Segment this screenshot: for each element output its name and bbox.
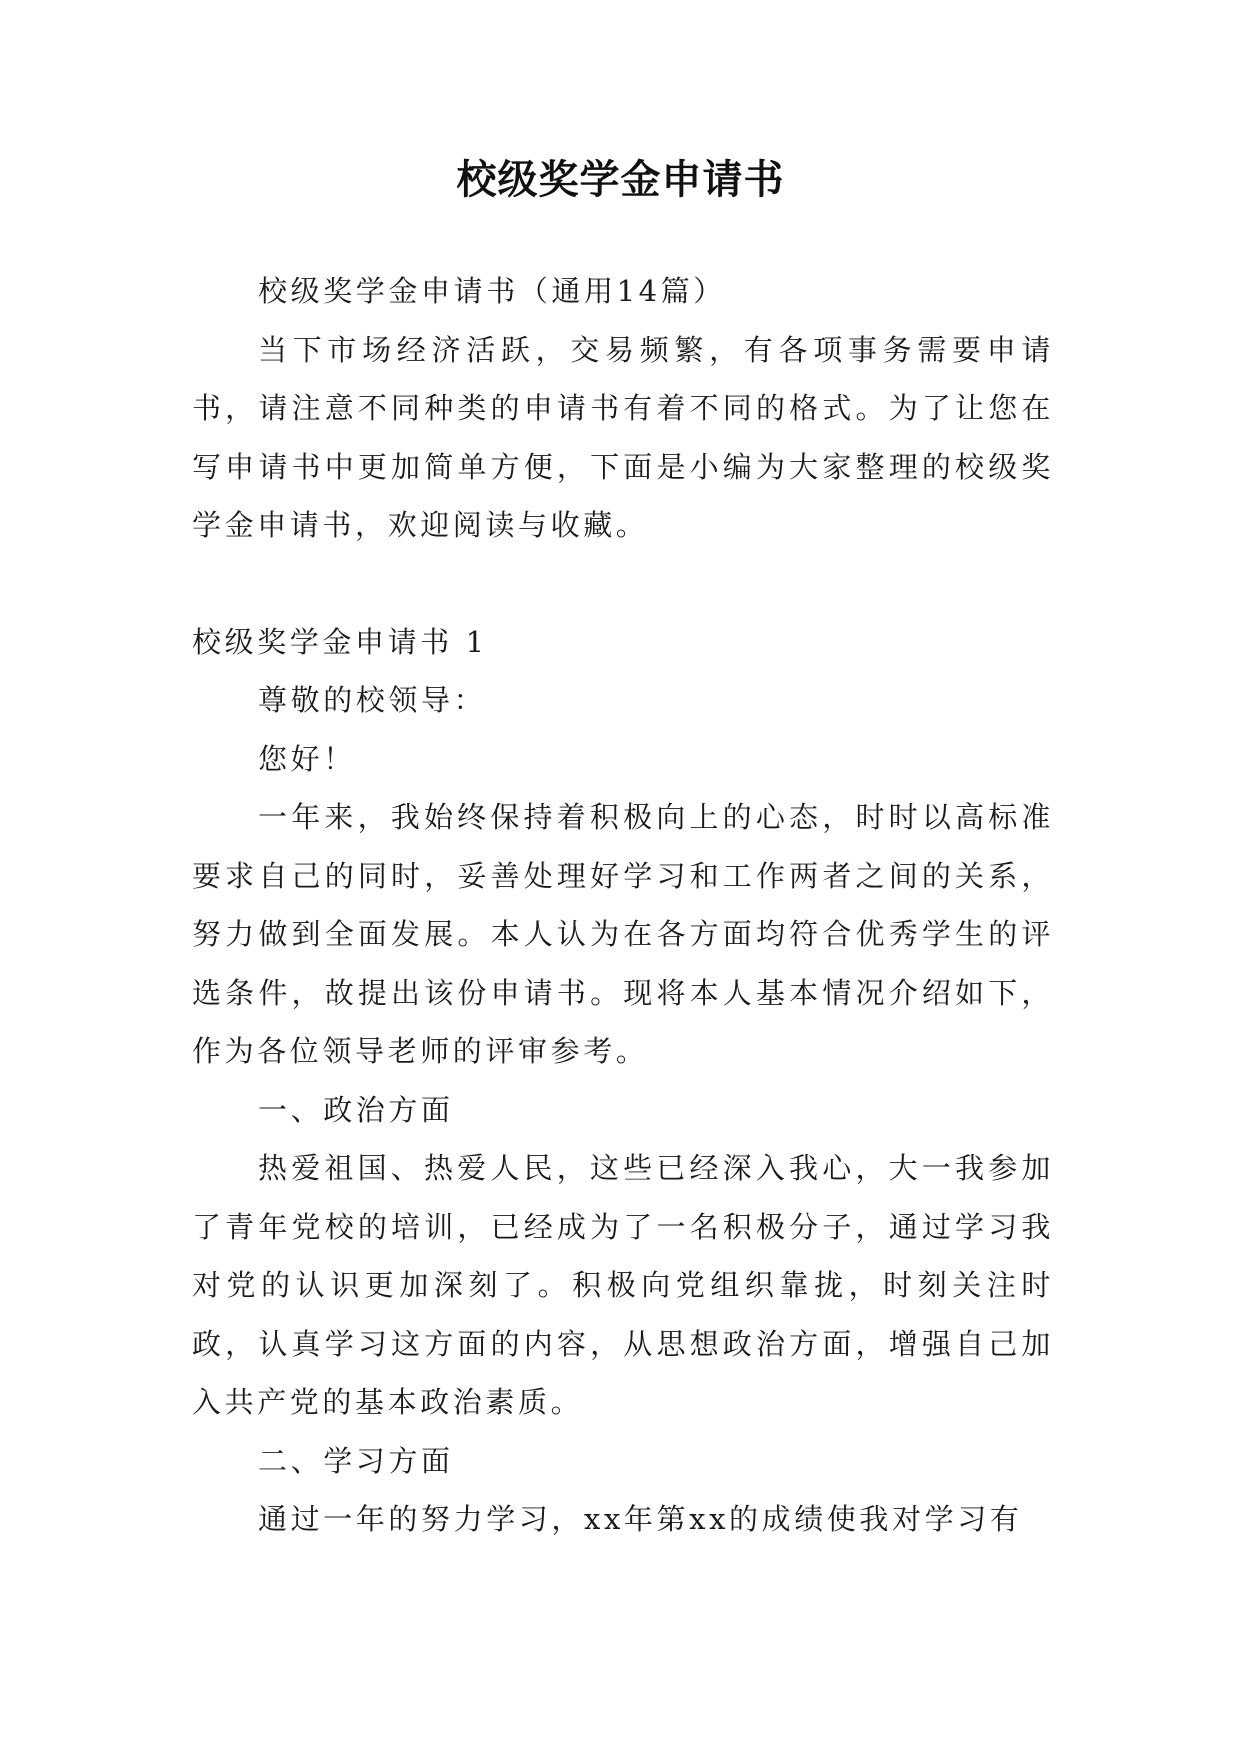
page-title: 校级奖学金申请书: [456, 157, 785, 203]
greeting: 您好！: [258, 741, 356, 776]
paragraph-politics: 热爱祖国、热爱人民，这些已经深入我心，大一我参加了青年党校的培训，已经成为了一名积极分子，通过学习我对党的认识更加深刻了。积极向党组织靠拢，时刻关注时政，认真学习这方面的内容，从思想政治方面，增强自己加入共产党的基本政治素质。: [192, 1151, 1054, 1419]
subtitle: 校级奖学金申请书（通用14篇）: [258, 274, 726, 308]
heading-study: 二、学习方面: [258, 1443, 454, 1478]
paragraph-gap: [192, 555, 1054, 613]
section-heading: 校级奖学金申请书 1: [192, 624, 488, 659]
salutation: 尊敬的校领导：: [258, 683, 487, 717]
paragraph-study: 通过一年的努力学习，xx年第xx的成绩使我对学习有: [258, 1502, 1023, 1536]
heading-politics: 一、政治方面: [258, 1092, 454, 1127]
document-body: [192, 262, 1054, 1549]
intro-paragraph: 当下市场经济活跃，交易频繁，有各项事务需要申请书，请注意不同种类的申请书有着不同的格式。为了让您在写申请书中更加简单方便，下面是小编为大家整理的校级奖学金申请书，欢迎阅读与收藏。: [192, 332, 1054, 542]
body-paragraph-1: 一年来，我始终保持着积极向上的心态，时时以高标准要求自己的同时，妥善处理好学习和工作两者之间的关系，努力做到全面发展。本人认为在各方面均符合优秀学生的评选条件，故提出该份申请书。现将本人基本情况介绍如下，作为各位领导老师的评审参考。: [192, 800, 1054, 1068]
